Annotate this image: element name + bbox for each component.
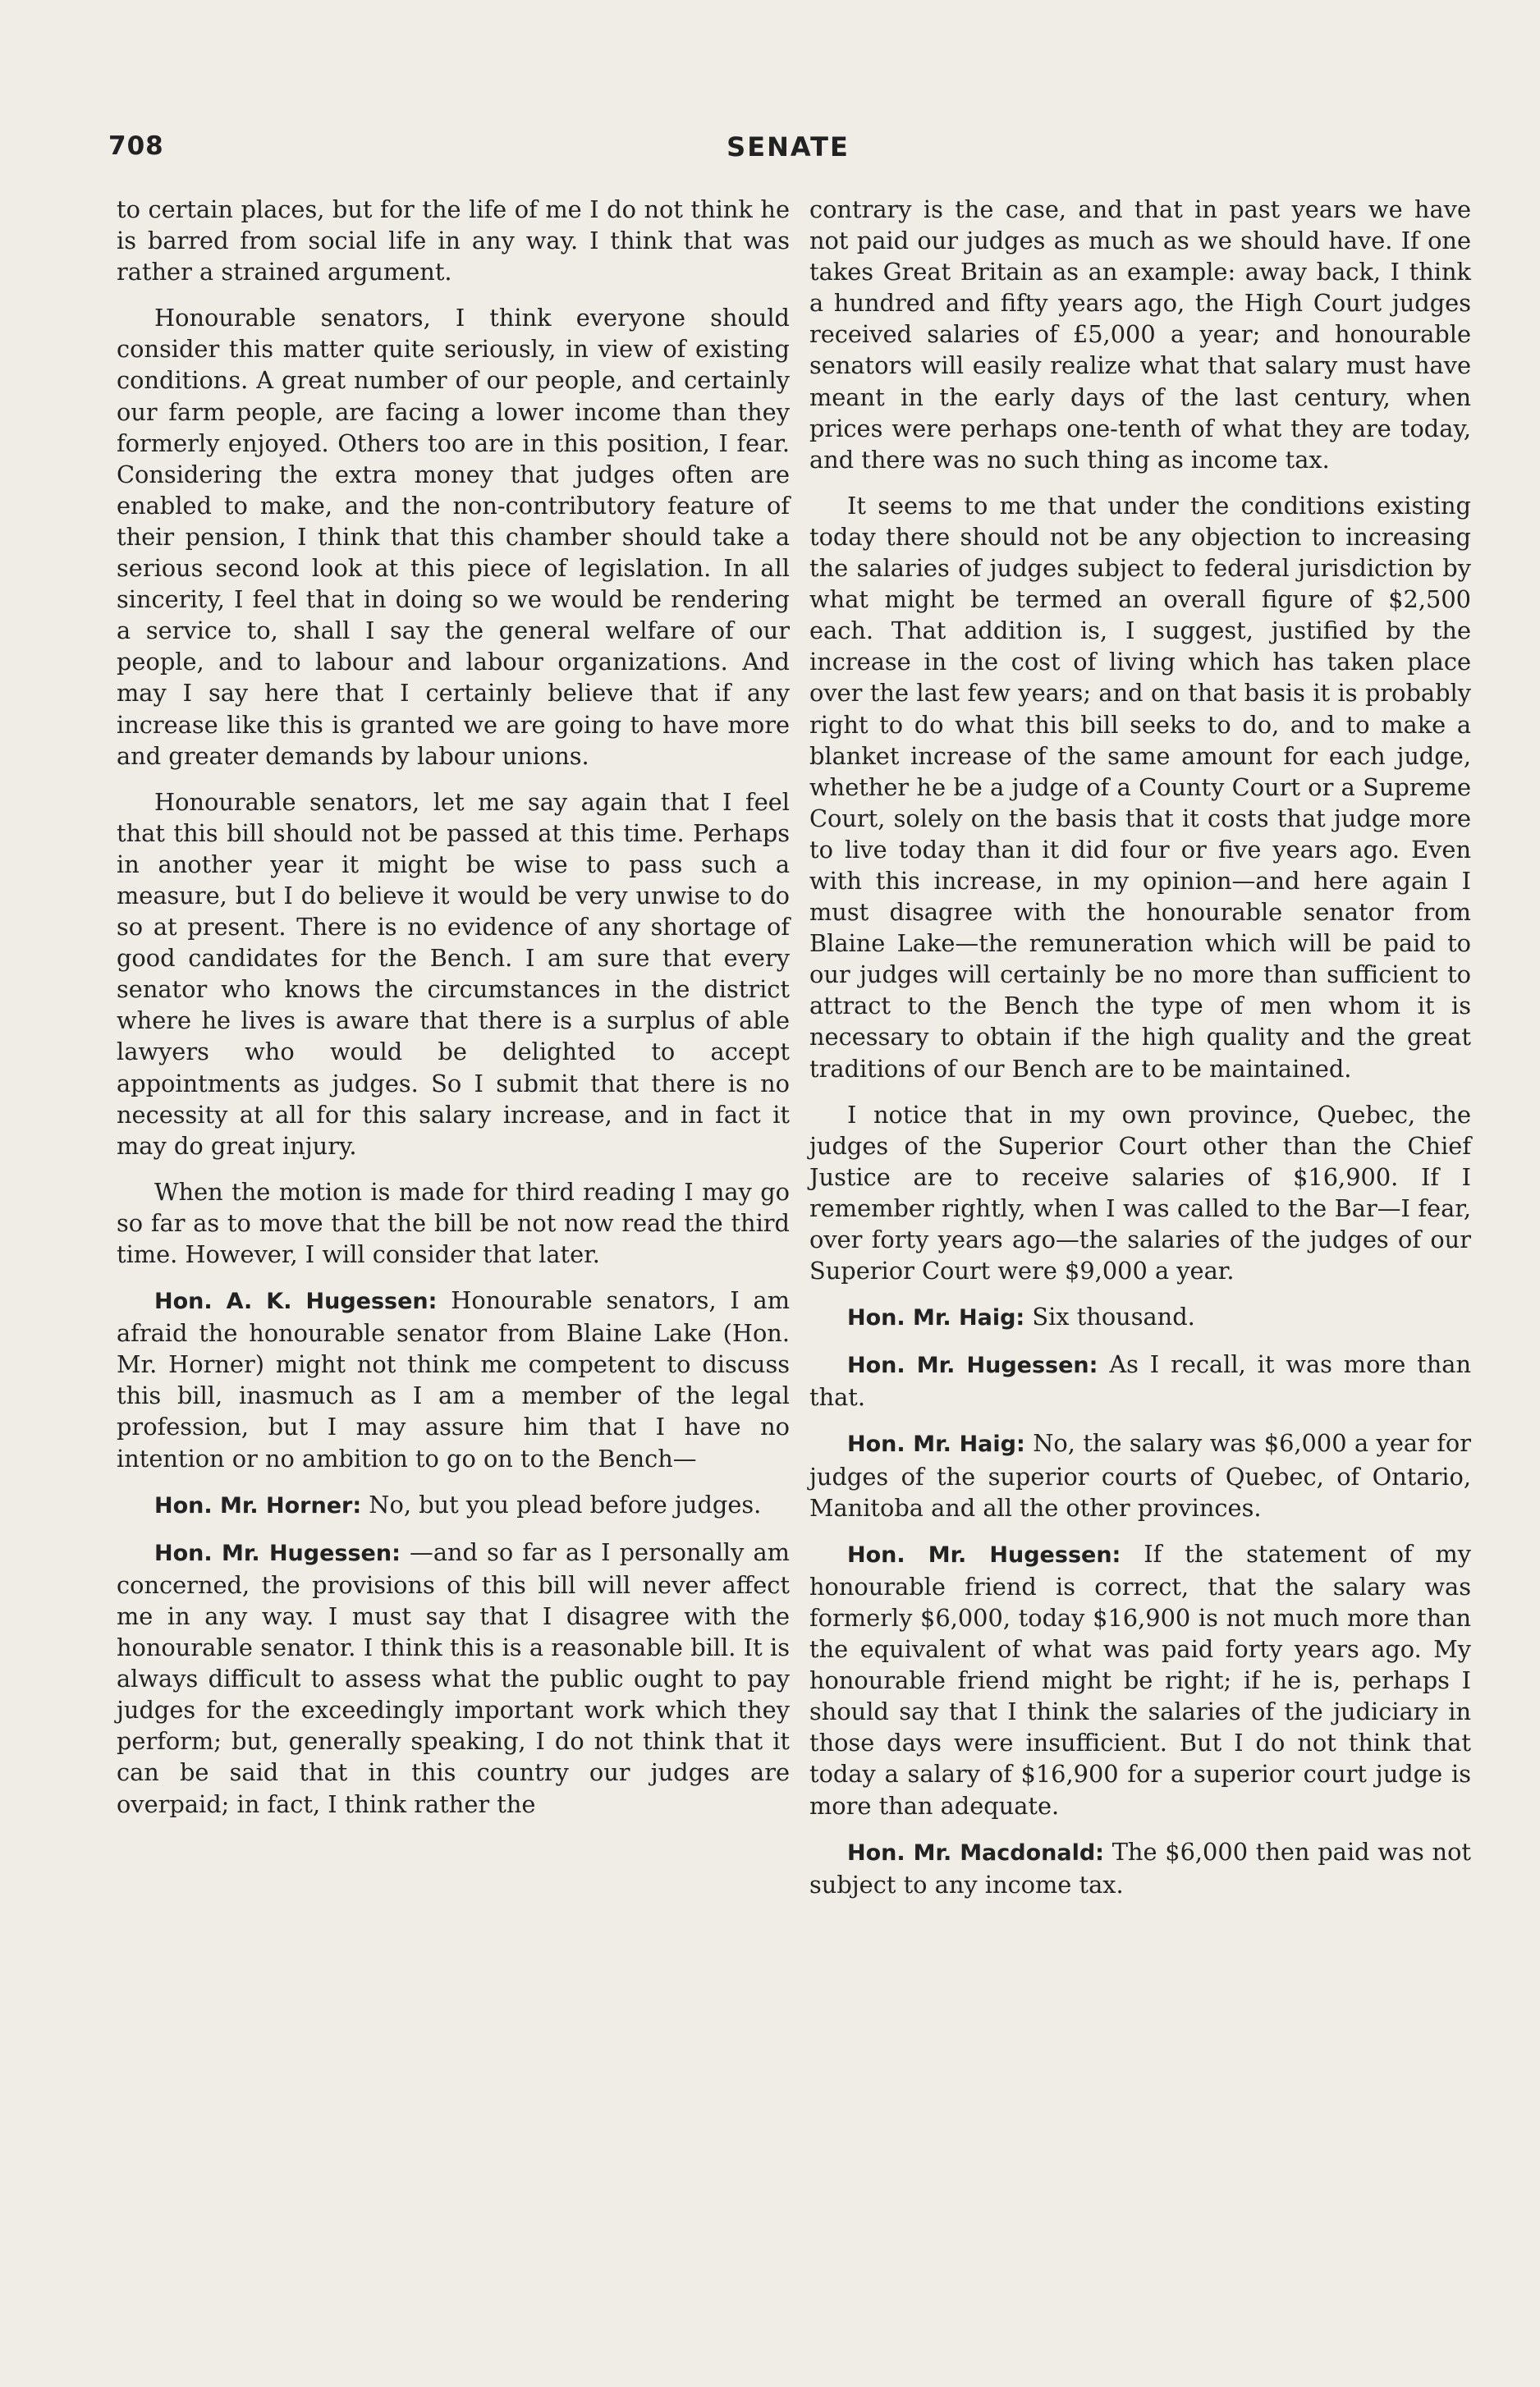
paragraph: contrary is the case, and that in past years we have not paid our judges as much as we should have. If one takes Great Britain as an example: away back, I think a hundred and fifty years ago, the High Court judges received salaries of £5,000 a year; and honourable senators will easily realize what that salary must have meant in the early days of the last century, when prices were perhaps one-tenth of what they are today, and there was no such thing as income tax.: [809, 195, 1471, 474]
speech-text: The $6,000 then paid was not subject to any income tax.: [809, 1837, 1471, 1899]
paragraph: Honourable senators, I think everyone should consider this matter quite seriously, in view of existing conditions. A great number of our people, and certainly our farm people, are facing a lower income than they formerly enjoyed. Others too are in this position, I fear. Considering the extra money that judges often are enabled to make, and the non-contributory feature of their pension, I think that this chamber should take a serious second look at this piece of legislation. In all sincerity, I feel that in doing so we would be rendering a service to, shall I say the general welfare of our people, and to labour and labour organizations. And may I say here that I certainly believe that if any increase like this is granted we are going to have more and greater demands by labour unions.: [117, 304, 790, 770]
speaker-name: Hon. A. K. Hugessen:: [154, 1289, 438, 1315]
paragraph: It seems to me that under the conditions existing today there should not be any objection to increasing the salaries of judges subject to federal jurisdiction by what might be termed an overall figure of $2,500 each. That addition is, I suggest, justified by the increase in the cost of living which has taken place over the last few years; and on that basis it is probably right to do what this bill seeks to do, and to make a blanket increase of the same amount for each judge, whether he be a judge of a County Court or a Supreme Court, solely on the basis that it costs that judge more to live today than it did four or five years ago. Even with this increase, in my opinion—and here again I must disagree with the honourable senator from Blaine Lake—the remuneration which will be paid to our judges will certainly be no more than sufficient to attract to the Bench the type of men whom it is necessary to obtain if the high quality and the great traditions of our Bench are to be maintained.: [809, 491, 1471, 1083]
right-column: [809, 194, 1471, 1915]
speaker-name: Hon. Mr. Hugessen:: [154, 1540, 401, 1566]
left-column: [117, 194, 790, 1835]
paragraph: When the motion is made for third reading I may go so far as to move that the bill be not now read the third time. However, I will consider that later.: [117, 1177, 790, 1268]
speech-paragraph: [809, 1349, 1471, 1413]
speech-paragraph: [117, 1537, 790, 1820]
speech-text: No, the salary was $6,000 a year for judges of the superior courts of Quebec, of Ontario, Manitoba and all the other provinces.: [809, 1429, 1471, 1522]
speech-paragraph: [809, 1836, 1471, 1900]
speech-paragraph: [117, 1285, 790, 1474]
page-title: SENATE: [726, 131, 850, 163]
speech-text: As I recall, it was more than that.: [809, 1350, 1471, 1412]
speech-text: No, but you plead before judges.: [361, 1490, 762, 1519]
speech-paragraph: [117, 1489, 790, 1522]
speech-paragraph: [809, 1538, 1471, 1821]
speaker-name: Hon. Mr. Macdonald:: [847, 1840, 1104, 1866]
speaker-name: Hon. Mr. Haig:: [847, 1432, 1025, 1458]
speech-text: If the statement of my honourable friend is correct, that the salary was formerly $6,000, today $16,900 is not much more than the equivalent of what was paid forty years ago. My honourable friend might be right; if he is, perhaps I should say that I think the salaries of the judiciary in those days were insufficient. But I do not think that today a salary of $16,900 for a superior court judge is more than adequate.: [809, 1539, 1471, 1820]
speech-paragraph: [809, 1301, 1471, 1334]
speaker-name: Hon. Mr. Hugessen:: [847, 1353, 1098, 1379]
speaker-name: Hon. Mr. Haig:: [847, 1305, 1025, 1331]
speech-paragraph: [809, 1427, 1471, 1523]
page-header: [108, 131, 1468, 181]
paragraph: to certain places, but for the life of me I do not think he is barred from social life in any way. I think that was rather a strained argument.: [117, 195, 790, 286]
speech-text: Honourable senators, I am afraid the honourable senator from Blaine Lake (Hon. Mr. Horner) might not think me competent to discuss this bill, inasmuch as I am a member of the legal profession, but I may assure him that I have no intention or no ambition to go on to the Bench—: [117, 1286, 790, 1473]
speaker-name: Hon. Mr. Horner:: [154, 1492, 362, 1519]
speech-text: Six thousand.: [1024, 1303, 1195, 1331]
page-number: 708: [108, 131, 164, 161]
paragraph: I notice that in my own province, Quebec, the judges of the Superior Court other than the Chief Justice are to receive salaries of $16,900. If I remember rightly, when I was called to the Bar—I fear, over forty years ago—the salaries of the judges of our Superior Court were $9,000 a year.: [809, 1100, 1471, 1285]
speech-text: —and so far as I personally am concerned, the provisions of this bill will never affect me in any way. I must say that I disagree with the honourable senator. I think this is a reasonable bill. It is always difficult to assess what the public ought to pay judges for the exceedingly important work which they perform; but, generally speaking, I do not think that it can be said that in this country our judges are overpaid; in fact, I think rather the: [117, 1537, 790, 1818]
speaker-name: Hon. Mr. Hugessen:: [847, 1542, 1121, 1568]
paragraph: Honourable senators, let me say again that I feel that this bill should not be passed at this time. Perhaps in another year it might be wise to pass such a measure, but I do believe it would be very unwise to do so at present. There is no evidence of any shortage of good candidates for the Bench. I am sure that every senator who knows the circumstances in the district where he lives is aware that there is a surplus of able lawyers who would be delighted to accept appointments as judges. So I submit that there is no necessity at all for this salary increase, and in fact it may do great injury.: [117, 787, 790, 1160]
